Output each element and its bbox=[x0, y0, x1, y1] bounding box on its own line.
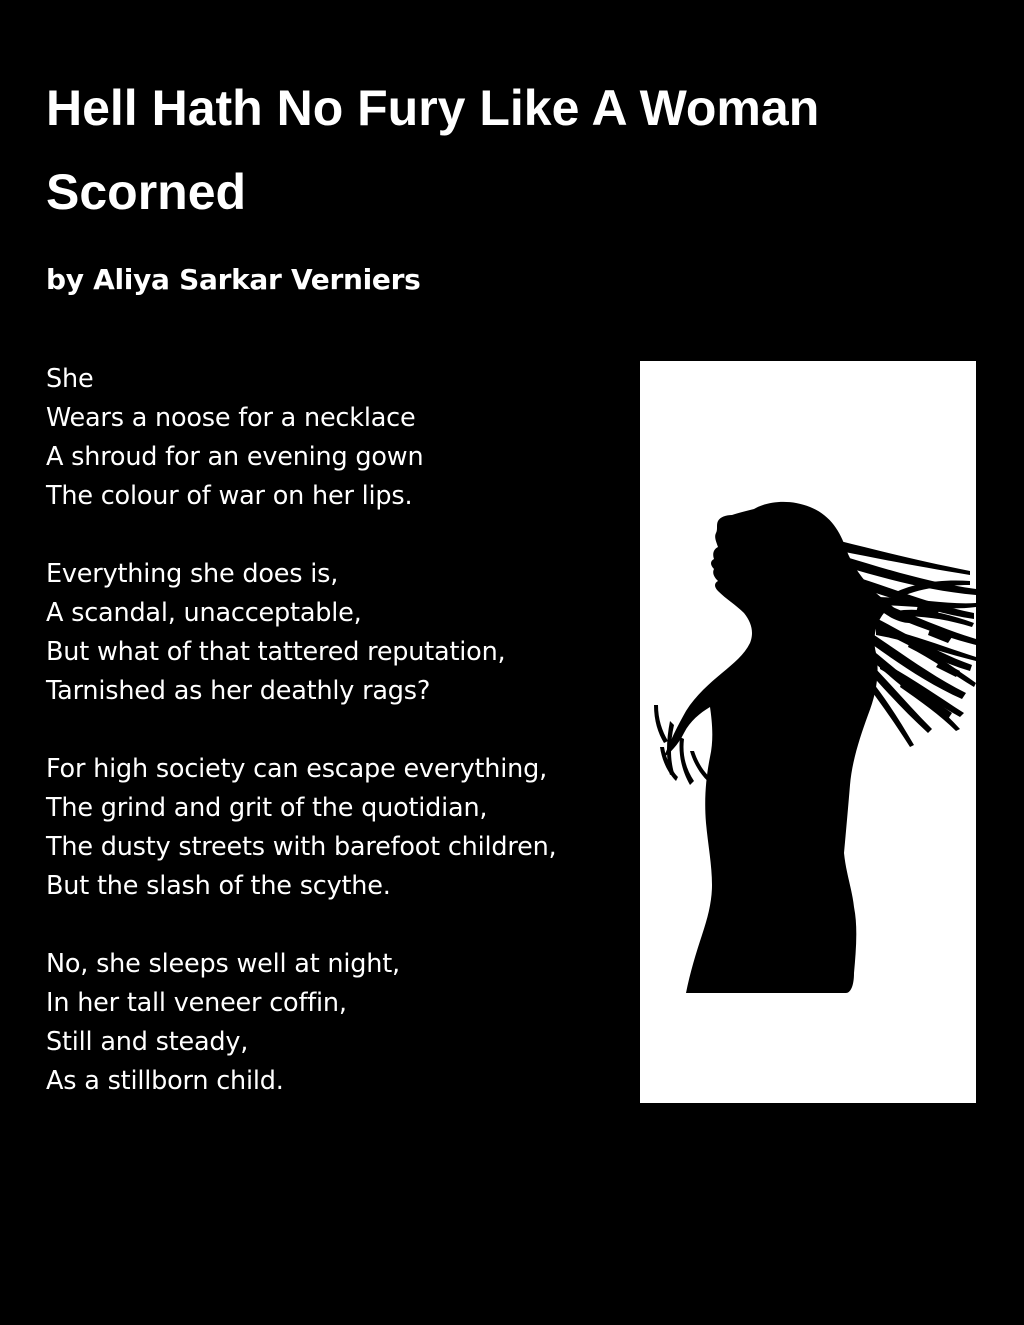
stanza bbox=[46, 750, 626, 906]
poem-line: Wears a noose for a necklace bbox=[46, 403, 416, 433]
poem-line: In her tall veneer coffin, bbox=[46, 988, 347, 1018]
author-byline: by Aliya Sarkar Verniers bbox=[46, 263, 421, 296]
poem-line: A shroud for an evening gown bbox=[46, 442, 424, 472]
stanza bbox=[46, 360, 626, 516]
poem-line: She bbox=[46, 364, 94, 394]
poem-line: But the slash of the scythe. bbox=[46, 871, 391, 901]
poem-line: No, she sleeps well at night, bbox=[46, 949, 400, 979]
woman-silhouette-illustration bbox=[640, 361, 976, 1103]
poem-title: Hell Hath No Fury Like A Woman Scorned bbox=[46, 80, 820, 220]
poem-body bbox=[46, 360, 626, 1140]
silhouette-image-panel bbox=[640, 361, 976, 1103]
woman-silhouette bbox=[654, 502, 976, 993]
poem-line: The colour of war on her lips. bbox=[46, 481, 413, 511]
stanza bbox=[46, 555, 626, 711]
poem-line: The dusty streets with barefoot children, bbox=[46, 832, 557, 862]
poem-line: Everything she does is, bbox=[46, 559, 339, 589]
poem-line: But what of that tattered reputation, bbox=[46, 637, 506, 667]
stanza bbox=[46, 945, 626, 1101]
poem-line: As a stillborn child. bbox=[46, 1066, 284, 1096]
poem-line: Still and steady, bbox=[46, 1027, 249, 1057]
poem-line: A scandal, unacceptable, bbox=[46, 598, 362, 628]
poem-line: The grind and grit of the quotidian, bbox=[46, 793, 488, 823]
poem-line: For high society can escape everything, bbox=[46, 754, 547, 784]
poem-line: Tarnished as her deathly rags? bbox=[46, 676, 431, 706]
